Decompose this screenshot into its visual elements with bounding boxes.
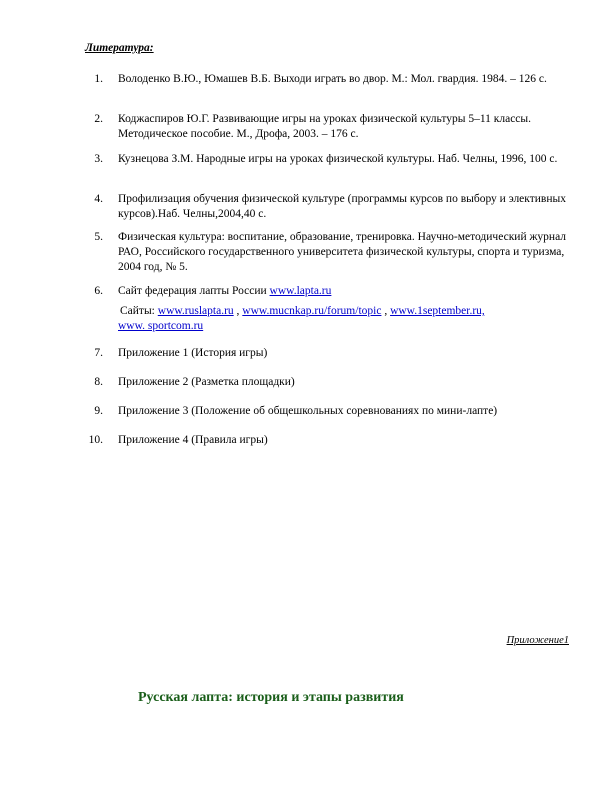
list-item: Физическая культура: воспитание, образование, тренировка. Научно-методический журнал РАО, Российского государственного университета физической культуры, спорта и туризма, 2004 год, № 5. — [118, 231, 567, 273]
chapter-title: Русская лапта: история и этапы развития — [138, 690, 404, 705]
sportcom-link[interactable]: www. sportcom.ru — [118, 320, 204, 332]
separator: , — [381, 305, 391, 317]
ruslapta-link[interactable]: www.ruslapta.ru — [157, 305, 234, 317]
list-item: Приложение 2 (Разметка площадки) — [118, 376, 295, 388]
separator: , — [233, 305, 243, 317]
sites-label: Сайты: — [120, 305, 158, 317]
list-item-text: Сайт федерация лапты России — [118, 285, 270, 297]
list-item: Кузнецова З.М. Народные игры на уроках физической культуры. Наб. Челны, 1996, 100 с. — [118, 153, 558, 165]
sites-block-line2 — [118, 319, 573, 334]
mucnkap-link[interactable]: www.mucnkap.ru/forum/topic — [242, 305, 382, 317]
list-item: Приложение 3 (Положение об общешкольных соревнованиях по мини-лапте) — [118, 405, 498, 417]
1september-link[interactable]: www.1september.ru, — [390, 305, 485, 317]
sites-block — [120, 304, 575, 319]
lapta-site-link[interactable]: www.lapta.ru — [269, 285, 332, 297]
list-item: Приложение 4 (Правила игры) — [118, 434, 268, 446]
appendix-ref: Приложение1 — [506, 635, 569, 646]
list-item: Коджаспиров Ю.Г. Развивающие игры на уроках физической культуры 5–11 классы. Методическое пособие. М., Дрофа, 2003. – 176 с. — [118, 113, 532, 140]
list-item: Володенко В.Ю., Юмашев В.Б. Выходи играть во двор. М.: Мол. гвардия. 1984. – 126 с. — [118, 73, 547, 85]
list-item — [118, 284, 573, 299]
list-item: Приложение 1 (История игры) — [118, 347, 268, 359]
list-item: Профилизация обучения физической культуре (программы курсов по выбору и элективных курсов).Наб. Челны,2004,40 с. — [118, 193, 566, 220]
literature-heading: Литература: — [85, 42, 154, 54]
